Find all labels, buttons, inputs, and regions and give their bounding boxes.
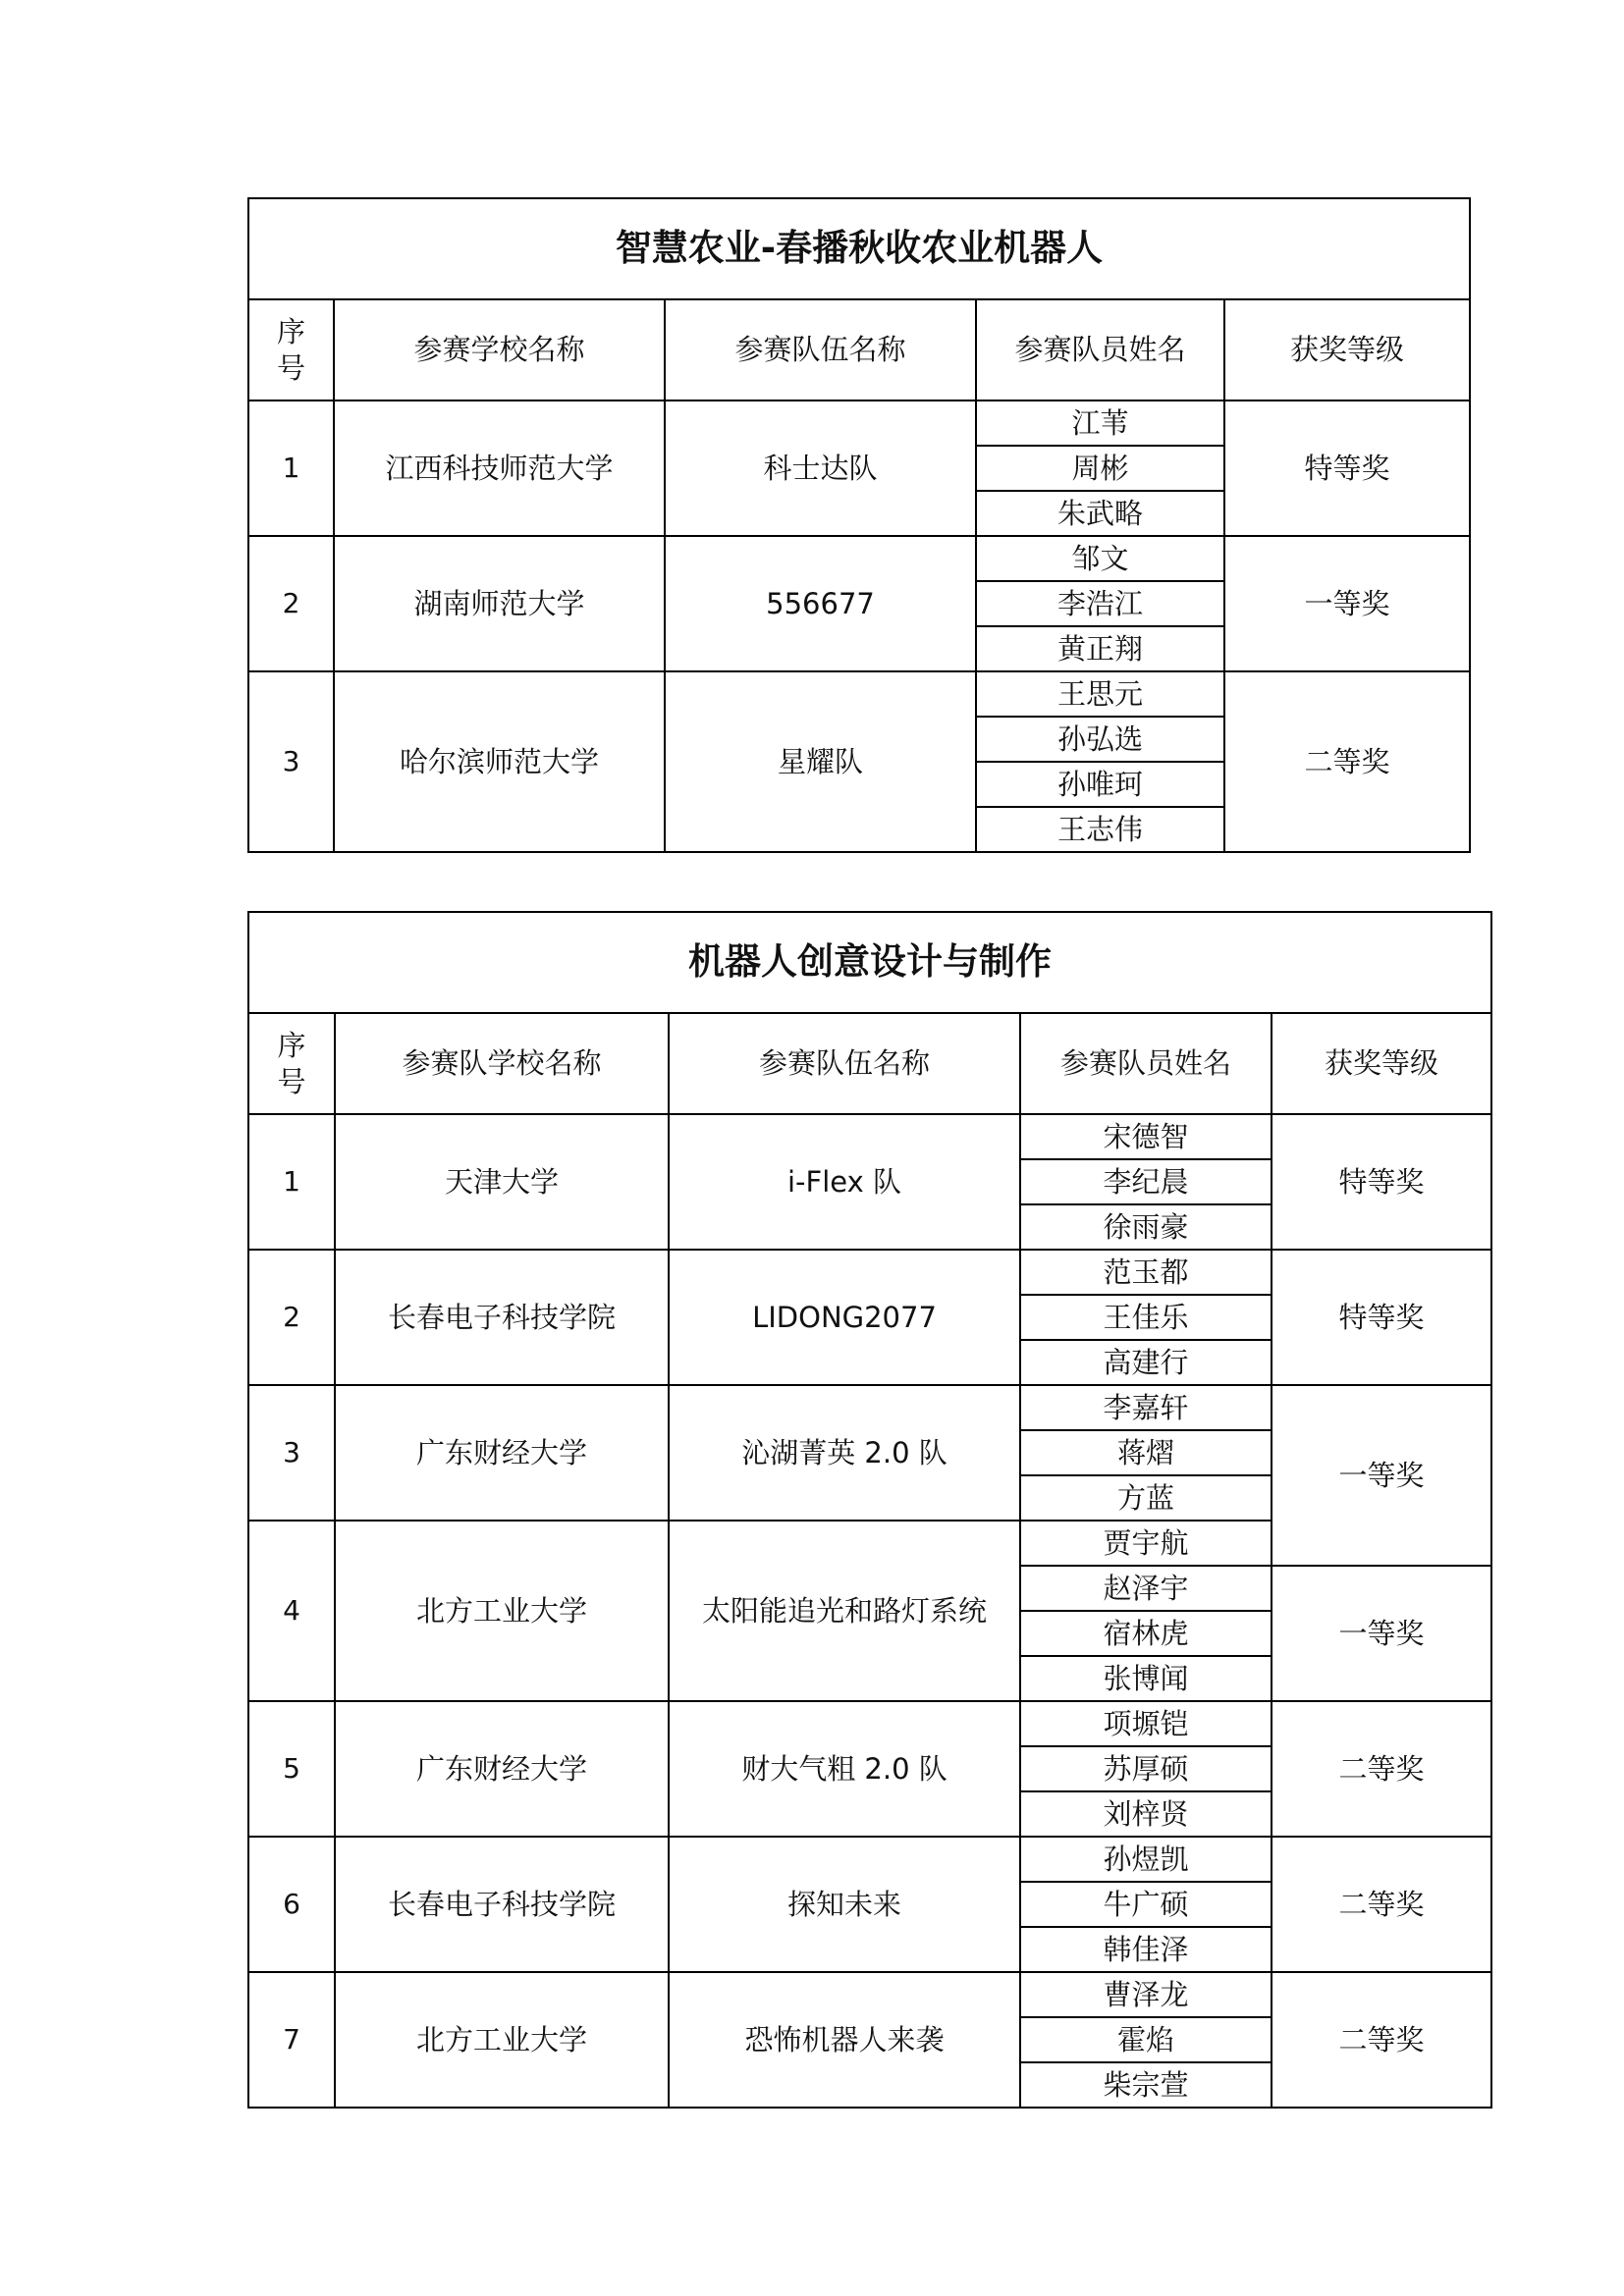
team-name: 探知未来 [669, 1837, 1020, 1972]
award-level: 特等奖 [1224, 400, 1470, 536]
member-name: 李浩江 [976, 581, 1224, 626]
award-level: 特等奖 [1272, 1114, 1491, 1250]
member-name: 刘梓贤 [1020, 1791, 1272, 1837]
row-number: 3 [248, 1385, 335, 1521]
table-row [248, 1701, 1491, 1746]
school-name: 湖南师范大学 [334, 536, 665, 671]
member-name: 项塬铠 [1020, 1701, 1272, 1746]
school-name: 北方工业大学 [335, 1521, 669, 1701]
team-name: 太阳能追光和路灯系统 [669, 1521, 1020, 1701]
table-row [248, 1114, 1491, 1159]
member-name: 高建行 [1020, 1340, 1272, 1385]
member-name: 柴宗萱 [1020, 2062, 1272, 2108]
team-name: 科士达队 [665, 400, 976, 536]
row-number: 6 [248, 1837, 335, 1972]
table-title: 智慧农业-春播秋收农业机器人 [248, 198, 1470, 299]
member-name: 孙煜凯 [1020, 1837, 1272, 1882]
header-team: 参赛队伍名称 [669, 1013, 1020, 1114]
member-name: 贾宇航 [1020, 1521, 1272, 1566]
member-name: 范玉都 [1020, 1250, 1272, 1295]
school-name: 天津大学 [335, 1114, 669, 1250]
header-seq: 序 号 [248, 1013, 335, 1114]
award-level: 一等奖 [1272, 1566, 1491, 1701]
table-row [248, 671, 1470, 717]
row-number: 1 [248, 400, 334, 536]
header-award: 获奖等级 [1272, 1013, 1491, 1114]
header-members: 参赛队员姓名 [1020, 1013, 1272, 1114]
table-row [248, 536, 1470, 581]
row-number: 1 [248, 1114, 335, 1250]
team-name: LIDONG2077 [669, 1250, 1020, 1385]
header-team: 参赛队伍名称 [665, 299, 976, 400]
member-name: 宋德智 [1020, 1114, 1272, 1159]
team-name: i-Flex 队 [669, 1114, 1020, 1250]
member-name: 江苇 [976, 400, 1224, 446]
school-name: 广东财经大学 [335, 1385, 669, 1521]
row-number: 2 [248, 1250, 335, 1385]
team-name: 财大气粗 2.0 队 [669, 1701, 1020, 1837]
school-name: 北方工业大学 [335, 1972, 669, 2108]
member-name: 黄正翔 [976, 626, 1224, 671]
member-name: 孙弘选 [976, 717, 1224, 762]
header-members: 参赛队员姓名 [976, 299, 1224, 400]
member-name: 曹泽龙 [1020, 1972, 1272, 2017]
award-table-robot-design [247, 911, 1492, 2109]
member-name: 宿林虎 [1020, 1611, 1272, 1656]
header-school: 参赛队学校名称 [335, 1013, 669, 1114]
member-name: 蒋熠 [1020, 1430, 1272, 1475]
row-number: 4 [248, 1521, 335, 1701]
award-level: 二等奖 [1272, 1701, 1491, 1837]
school-name: 广东财经大学 [335, 1701, 669, 1837]
member-name: 牛广硕 [1020, 1882, 1272, 1927]
table-row [248, 400, 1470, 446]
award-level: 二等奖 [1272, 1972, 1491, 2108]
member-name: 方蓝 [1020, 1475, 1272, 1521]
table-title: 机器人创意设计与制作 [248, 912, 1491, 1013]
member-name: 邹文 [976, 536, 1224, 581]
award-level: 一等奖 [1272, 1385, 1491, 1566]
member-name: 王志伟 [976, 807, 1224, 852]
header-award: 获奖等级 [1224, 299, 1470, 400]
table-row [248, 1972, 1491, 2017]
team-name: 星耀队 [665, 671, 976, 852]
member-name: 王思元 [976, 671, 1224, 717]
member-name: 韩佳泽 [1020, 1927, 1272, 1972]
member-name: 王佳乐 [1020, 1295, 1272, 1340]
row-number: 2 [248, 536, 334, 671]
team-name: 556677 [665, 536, 976, 671]
member-name: 李嘉轩 [1020, 1385, 1272, 1430]
award-level: 二等奖 [1272, 1837, 1491, 1972]
member-name: 孙唯珂 [976, 762, 1224, 807]
team-name: 恐怖机器人来袭 [669, 1972, 1020, 2108]
member-name: 霍焰 [1020, 2017, 1272, 2062]
award-table-smart-agriculture [247, 197, 1471, 853]
row-number: 7 [248, 1972, 335, 2108]
table-row [248, 1385, 1491, 1430]
school-name: 江西科技师范大学 [334, 400, 665, 536]
header-row [248, 1013, 1491, 1114]
header-row [248, 299, 1470, 400]
header-seq: 序 号 [248, 299, 334, 400]
school-name: 哈尔滨师范大学 [334, 671, 665, 852]
member-name: 张博闻 [1020, 1656, 1272, 1701]
header-school: 参赛学校名称 [334, 299, 665, 400]
table-row [248, 1837, 1491, 1882]
team-name: 沁湖菁英 2.0 队 [669, 1385, 1020, 1521]
row-number: 5 [248, 1701, 335, 1837]
row-number: 3 [248, 671, 334, 852]
award-level: 一等奖 [1224, 536, 1470, 671]
member-name: 朱武略 [976, 491, 1224, 536]
member-name: 苏厚硕 [1020, 1746, 1272, 1791]
school-name: 长春电子科技学院 [335, 1837, 669, 1972]
table-row [248, 1250, 1491, 1295]
award-level: 特等奖 [1272, 1250, 1491, 1385]
member-name: 周彬 [976, 446, 1224, 491]
award-level: 二等奖 [1224, 671, 1470, 852]
member-name: 赵泽宇 [1020, 1566, 1272, 1611]
member-name: 李纪晨 [1020, 1159, 1272, 1204]
school-name: 长春电子科技学院 [335, 1250, 669, 1385]
member-name: 徐雨豪 [1020, 1204, 1272, 1250]
